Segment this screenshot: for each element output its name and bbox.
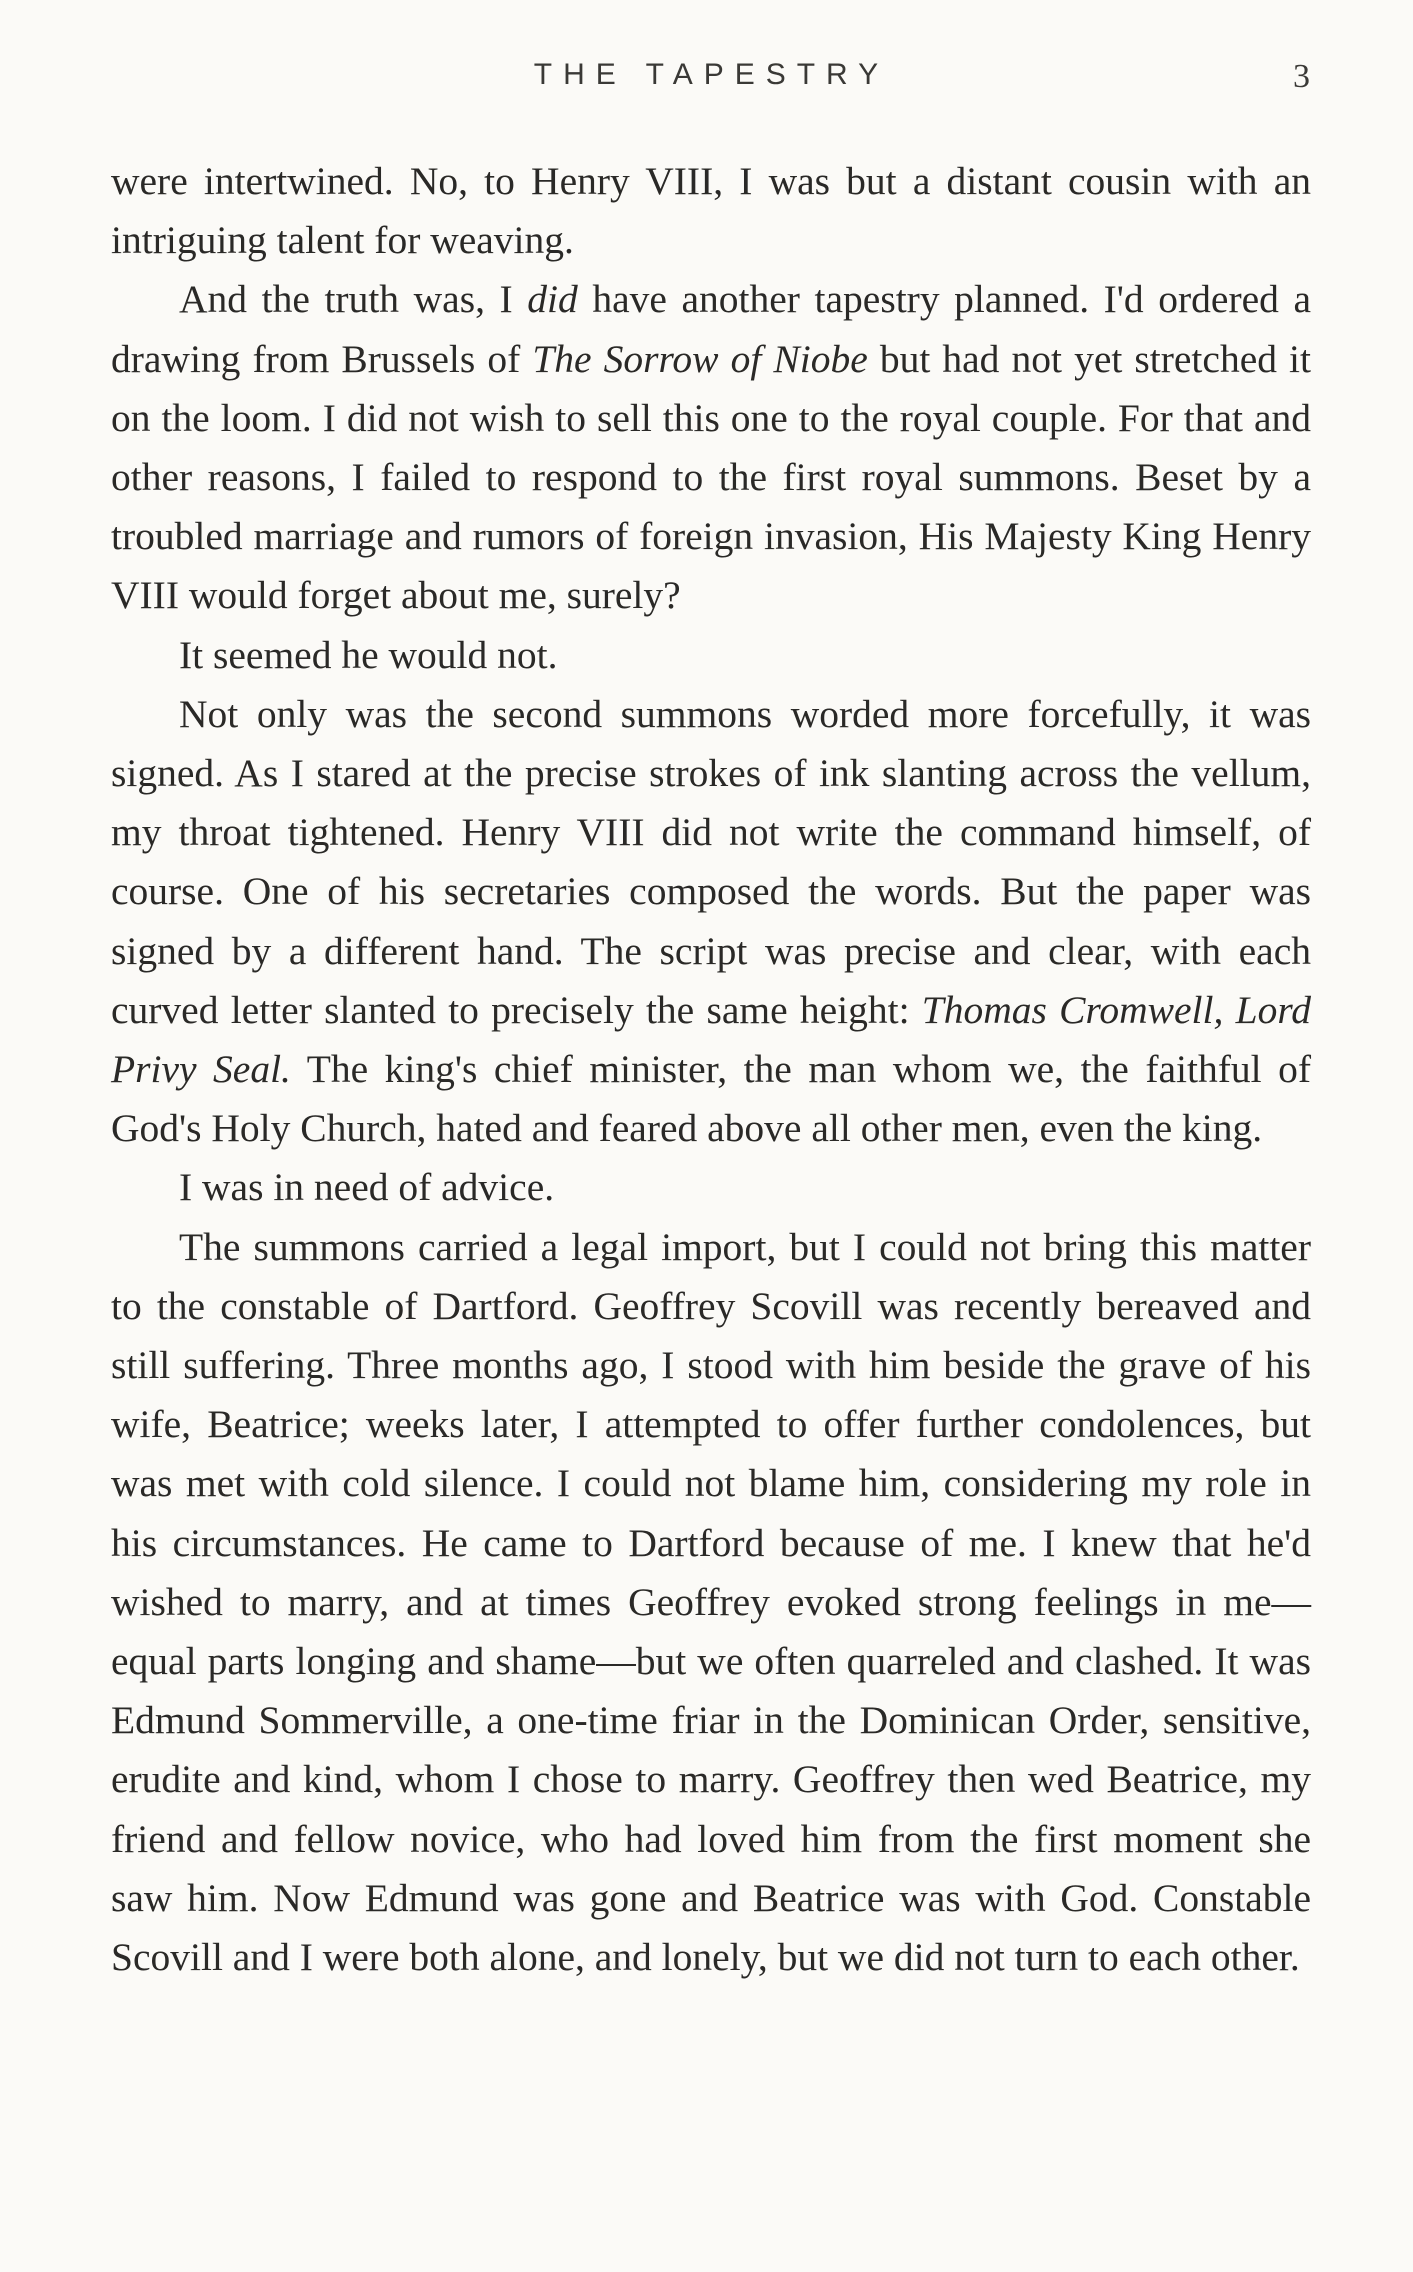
paragraph-2 [111,270,1311,625]
text-run: I was in need of advice. [179,1165,555,1210]
running-head [0,58,1413,98]
page-number: 3 [1293,58,1310,95]
paragraph-3 [111,626,1311,685]
text-run: but had not yet stretched it on the loom. I did not wish to sell this one to the royal couple. For that and other reasons, I failed to respond to the first royal summons. Beset by a troubled marriage and rumors of foreign invasion, His Majesty King Henry VIII would forget about me, surely? [111,336,1311,618]
paragraph-4 [111,685,1311,1159]
tapestry-title: The Sorrow of Niobe [532,336,868,381]
signature-name: Thomas Cromwell, Lord Privy Seal. [111,987,1311,1092]
text-run: were intertwined. No, to Henry VIII, I was but a distant cousin with an intriguing talent for weaving. [111,159,1311,263]
emphasis-did: did [527,277,578,322]
text-run: The summons carried a legal import, but I could not bring this matter to the constable of Dartford. Geoffrey Scovill was recently bereaved and still suffering. Three months ago, I stood with him beside the grave of his wife, Beatrice; weeks later, I attempted to offer further condolences, but was met with cold silence. I could not blame him, considering my role in his circumstances. He came to Dartford because of me. I knew that he'd wished to marry, and at times Geoffrey evoked strong feelings in me—equal parts longing and shame—but we often quarreled and clashed. It was Edmund Sommerville, a one-time friar in the Dominican Order, sensitive, erudite and kind, whom I chose to marry. Geoffrey then wed Beatrice, my friend and fellow novice, who had loved him from the first moment she saw him. Now Edmund was gone and Beatrice was with God. Constable Scovill and I were both alone, and lonely, but we did not turn to each other. [111,1224,1311,1980]
text-run: It seemed he would not. [179,632,558,677]
text-run: And the truth was, I [179,277,528,322]
text-run: The king's chief minister, the man whom we, the faithful of God's Holy Church, hated and feared above all other men, even the king. [111,1047,1312,1151]
paragraph-6 [111,1218,1311,1988]
paragraph-1 [111,152,1311,270]
paragraph-5 [111,1158,1311,1217]
running-title: THE TAPESTRY [533,58,890,91]
text-run: Not only was the second summons worded more forcefully, it was signed. As I stared at the precise strokes of ink slanting across the vellum, my throat tightened. Henry VIII did not write the command himself, of course. One of his secretaries composed the words. But the paper was signed by a different hand. The script was precise and clear, with each curved letter slanted to precisely the same height: [111,691,1311,1032]
body-text [111,152,1311,1987]
text-run: have another tapestry planned. I'd ordered a drawing from Brussels of [111,277,1311,381]
